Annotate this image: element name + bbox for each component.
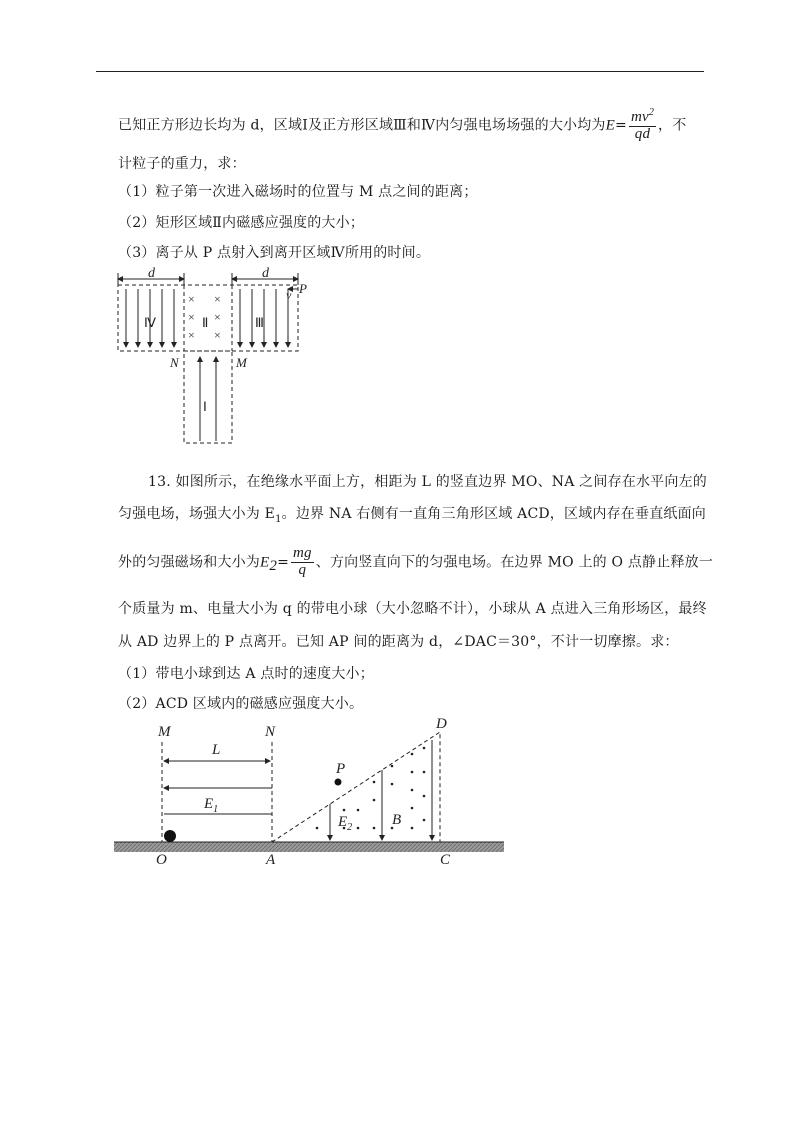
p13-label-d: D: [436, 716, 447, 732]
svg-text:×: ×: [188, 292, 195, 306]
p12-formula-fraction: [629, 108, 656, 143]
p12-question-1: （1）粒子第一次进入磁场时的位置与 M 点之间的距离；: [118, 184, 478, 200]
svg-text:×: ×: [214, 328, 221, 342]
p13-line2-sub: 1: [275, 513, 282, 525]
p12-question-2: （2）矩形区域Ⅱ内磁感应强度的大小；: [118, 215, 365, 231]
p12-question-3: （3）离子从 P 点射入到离开区域Ⅳ所用的时间。: [118, 245, 431, 261]
p12-formula-num: mv: [630, 109, 649, 125]
p12-line2: 计粒子的重力，求：: [118, 156, 246, 172]
svg-text:×: ×: [214, 292, 221, 306]
svg-text:×: ×: [214, 310, 221, 324]
p13-line2: [118, 503, 706, 525]
p13-label-a: A: [266, 852, 276, 868]
p13-triangle-acd: [272, 732, 440, 842]
p13-point-p: [335, 779, 342, 786]
p13-formula-fraction: [291, 546, 314, 579]
p12-label-iv: Ⅳ: [144, 315, 156, 330]
p12-label-v: v: [286, 288, 292, 302]
p13-question-2: （2）ACD 区域内的磁感应强度大小。: [118, 696, 364, 712]
p12-formula-exp: 2: [648, 107, 655, 118]
p12-line1-post: ，不: [658, 117, 687, 134]
p12-label-n: N: [170, 355, 179, 370]
p13-question-1: （1）带电小球到达 A 点时的速度大小；: [118, 666, 374, 682]
p13-line5: 从 AD 边界上的 P 点离开。已知 AP 间的距离为 d，∠DAC＝30°，不计一切摩擦。求：: [118, 634, 679, 650]
p13-label-p: P: [336, 761, 346, 777]
p13-label-b: B: [392, 812, 402, 828]
p13-formula-den: q: [298, 561, 307, 578]
p13-line3-post: 、方向竖直向下的匀强电场。在边界 MO 上的 O 点静止释放一: [315, 554, 714, 571]
p13-line4: 个质量为 m、电量大小为 q 的带电小球（大小忽略不计），小球从 A 点进入三角形场区，最终: [118, 601, 707, 617]
p13-label-m: M: [158, 724, 171, 740]
p13-formula-lhs-sub: 2: [269, 558, 278, 575]
p12-figure: [112, 265, 312, 450]
p13-line3-text: 外的匀强磁场和大小为: [118, 554, 260, 571]
header-rule: [96, 71, 704, 72]
p12-line1-text: 已知正方形边长均为 d，区域Ⅰ及正方形区域Ⅲ和Ⅳ内匀强电场场强的大小均为: [118, 117, 606, 134]
p13-formula-num: mg: [293, 545, 312, 561]
p12-formula-den: qd: [634, 125, 651, 142]
p12-label-m: M: [236, 355, 247, 370]
p12-label-p: P: [299, 281, 307, 296]
p12-field-arrows-iii: [240, 289, 288, 347]
p13-figure: [112, 712, 512, 868]
p13-label-n: N: [265, 724, 276, 740]
p13-line2-post: 。边界 NA 右侧有一直角三角形区域 ACD，区域内存在垂直纸面向: [281, 506, 706, 522]
p13-label-l: L: [212, 742, 221, 758]
p12-region-i: [184, 351, 232, 443]
p13-line3: 外的匀强磁场和大小为$E_2=$ $\frac{mg}{q}$ 、方向竖直向下的匀强电场。在边界 MO 上的 O 点静止释放一: [118, 545, 714, 578]
p13-ball: [164, 830, 176, 842]
p13-line1: 13. 如图所示，在绝缘水平面上方，相距为 L 的竖直边界 MO、NA 之间存在水平向左的: [148, 474, 707, 490]
p12-label-d-right: d: [262, 266, 269, 281]
p12-formula-lhs: E: [605, 117, 616, 134]
p12-label-i: Ⅰ: [203, 399, 207, 414]
svg-text:×: ×: [188, 328, 195, 342]
p13-label-c: C: [440, 852, 451, 868]
p13-magnetic-dots: [316, 747, 426, 830]
p13-label-o: O: [156, 852, 167, 868]
p13-formula-lhs: E: [260, 554, 270, 571]
p13-label-e2: $E_2$: [338, 814, 353, 833]
p12-label-iii: Ⅲ: [255, 315, 264, 330]
p13-line2-text: 匀强电场，场强大小为 E: [118, 506, 276, 522]
p13-ground: [114, 842, 504, 852]
p13-label-e1: $E_1$: [204, 796, 219, 815]
p12-line1: 已知正方形边长均为 d，区域Ⅰ及正方形区域Ⅲ和Ⅳ内匀强电场场强的大小均为E= $\frac{mv^2}{qd}$ ，不: [118, 107, 687, 142]
p12-label-d-left: d: [148, 266, 155, 281]
p12-label-ii: Ⅱ: [202, 315, 209, 330]
svg-text:×: ×: [188, 310, 195, 324]
